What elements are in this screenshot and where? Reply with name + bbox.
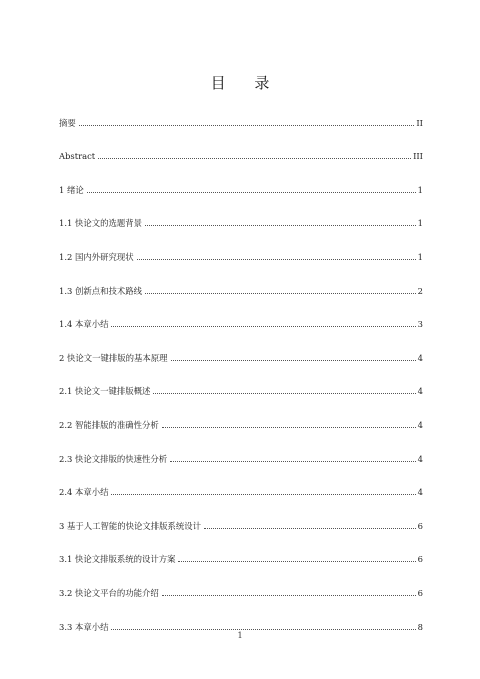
toc-leader-dots: [145, 293, 416, 294]
toc-entry-page: II: [416, 117, 423, 128]
toc-leader-dots: [111, 629, 415, 630]
toc-entry-label: 1.4 本章小结: [59, 319, 109, 330]
toc-leader-dots: [111, 494, 415, 495]
toc-entry-section-3-3[interactable]: [59, 598, 423, 632]
toc-list: [59, 94, 423, 632]
toc-entry-abstract-en[interactable]: [59, 128, 423, 162]
toc-leader-dots: [137, 259, 416, 260]
toc-leader-dots: [204, 528, 416, 529]
toc-entry-label: 3 基于人工智能的快论文排版系统设计: [59, 520, 201, 531]
toc-entry-page: 1: [417, 218, 423, 229]
toc-entry-label: 2.1 快论文一键排版概述: [59, 386, 151, 397]
toc-entry-page: 4: [417, 487, 423, 498]
toc-entry-label: 2 快论文一键排版的基本原理: [59, 352, 168, 363]
toc-entry-page: 6: [417, 587, 423, 598]
toc-entry-page: 1: [417, 184, 423, 195]
toc-leader-dots: [79, 125, 415, 126]
toc-entry-chapter-3[interactable]: [59, 497, 423, 531]
toc-entry-chapter-1[interactable]: [59, 161, 423, 195]
toc-entry-label: 1.2 国内外研究现状: [59, 251, 134, 262]
toc-entry-page: 1: [417, 251, 423, 262]
toc-entry-page: III: [413, 151, 423, 162]
toc-entry-label: 2.2 智能排版的准确性分析: [59, 419, 159, 430]
toc-entry-label: 摘要: [59, 117, 76, 128]
toc-entry-abstract-cn[interactable]: [59, 94, 423, 128]
toc-entry-page: 8: [417, 621, 423, 632]
toc-leader-dots: [171, 360, 416, 361]
toc-entry-page: 4: [417, 419, 423, 430]
toc-entry-label: Abstract: [59, 151, 96, 162]
toc-entry-page: 2: [417, 285, 423, 296]
toc-entry-label: 3.1 快论文排版系统的设计方案: [59, 554, 176, 565]
toc-entry-section-1-1[interactable]: [59, 195, 423, 229]
toc-entry-section-3-2[interactable]: [59, 564, 423, 598]
toc-entry-section-2-1[interactable]: [59, 363, 423, 397]
toc-entry-label: 1.3 创新点和技术路线: [59, 285, 142, 296]
toc-entry-label: 2.3 快论文排版的快速性分析: [59, 453, 168, 464]
toc-leader-dots: [170, 461, 416, 462]
toc-entry-label: 3.3 本章小结: [59, 621, 109, 632]
toc-entry-page: 4: [417, 453, 423, 464]
toc-entry-label: 2.4 本章小结: [59, 487, 109, 498]
toc-entry-label: 3.2 快论文平台的功能介绍: [59, 587, 159, 598]
toc-entry-label: 1.1 快论文的选题背景: [59, 218, 142, 229]
toc-entry-section-1-2[interactable]: [59, 228, 423, 262]
toc-title: 目 录: [210, 74, 282, 92]
toc-entry-chapter-2[interactable]: [59, 329, 423, 363]
toc-entry-label: 1 绪论: [59, 184, 84, 195]
toc-entry-section-1-4[interactable]: [59, 296, 423, 330]
toc-entry-page: 6: [417, 554, 423, 565]
toc-leader-dots: [145, 225, 416, 226]
toc-entry-page: 6: [417, 520, 423, 531]
toc-entry-section-1-3[interactable]: [59, 262, 423, 296]
toc-entry-section-2-2[interactable]: [59, 396, 423, 430]
toc-entry-section-2-3[interactable]: [59, 430, 423, 464]
page-number: 1: [237, 631, 243, 640]
toc-leader-dots: [111, 326, 415, 327]
toc-leader-dots: [87, 192, 416, 193]
toc-entry-page: 3: [417, 319, 423, 330]
toc-leader-dots: [153, 393, 415, 394]
toc-leader-dots: [98, 158, 411, 159]
toc-leader-dots: [162, 595, 416, 596]
toc-entry-section-2-4[interactable]: [59, 464, 423, 498]
toc-leader-dots: [178, 561, 415, 562]
toc-leader-dots: [162, 427, 416, 428]
toc-entry-page: 4: [417, 386, 423, 397]
toc-entry-section-3-1[interactable]: [59, 531, 423, 565]
toc-entry-page: 4: [417, 352, 423, 363]
